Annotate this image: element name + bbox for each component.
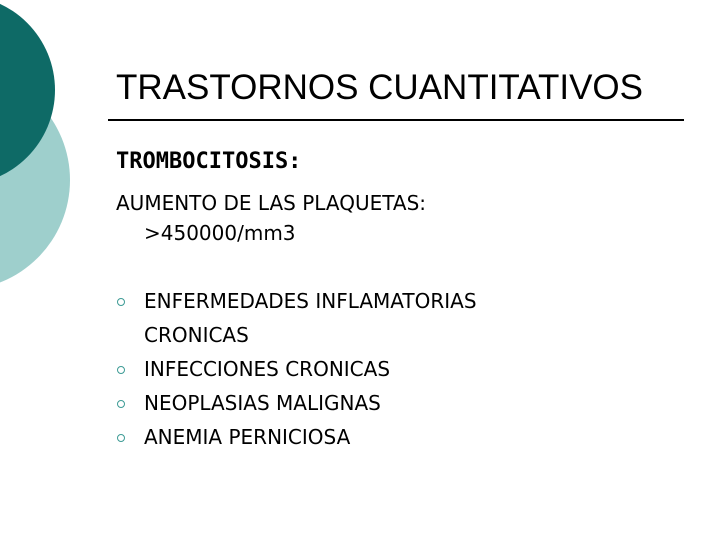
slide-title: TRASTORNOS CUANTITATIVOS [116, 68, 643, 107]
list-item [116, 420, 696, 454]
circle-bullet-icon [117, 298, 125, 306]
list-item-text: ANEMIA PERNICIOSA [144, 425, 351, 449]
list-item-text: INFECCIONES CRONICAS [144, 357, 391, 381]
circle-bullet-icon [117, 366, 125, 374]
definition-text [116, 188, 426, 248]
circle-bullet-icon [117, 400, 125, 408]
definition-line-1: AUMENTO DE LAS PLAQUETAS: [116, 191, 427, 215]
list-item [116, 352, 696, 386]
title-underline [108, 119, 684, 121]
list-item-text: ENFERMEDADES INFLAMATORIAS CRONICAS [144, 289, 477, 347]
circle-bullet-icon [117, 434, 125, 442]
list-item-text: NEOPLASIAS MALIGNAS [144, 391, 381, 415]
list-item [116, 284, 696, 352]
slide-subtitle: TROMBOCITOSIS: [116, 149, 302, 174]
causes-list [116, 284, 696, 454]
definition-line-2: >450000/mm3 [144, 221, 296, 245]
decorative-circles [0, 0, 80, 290]
list-item [116, 386, 696, 420]
